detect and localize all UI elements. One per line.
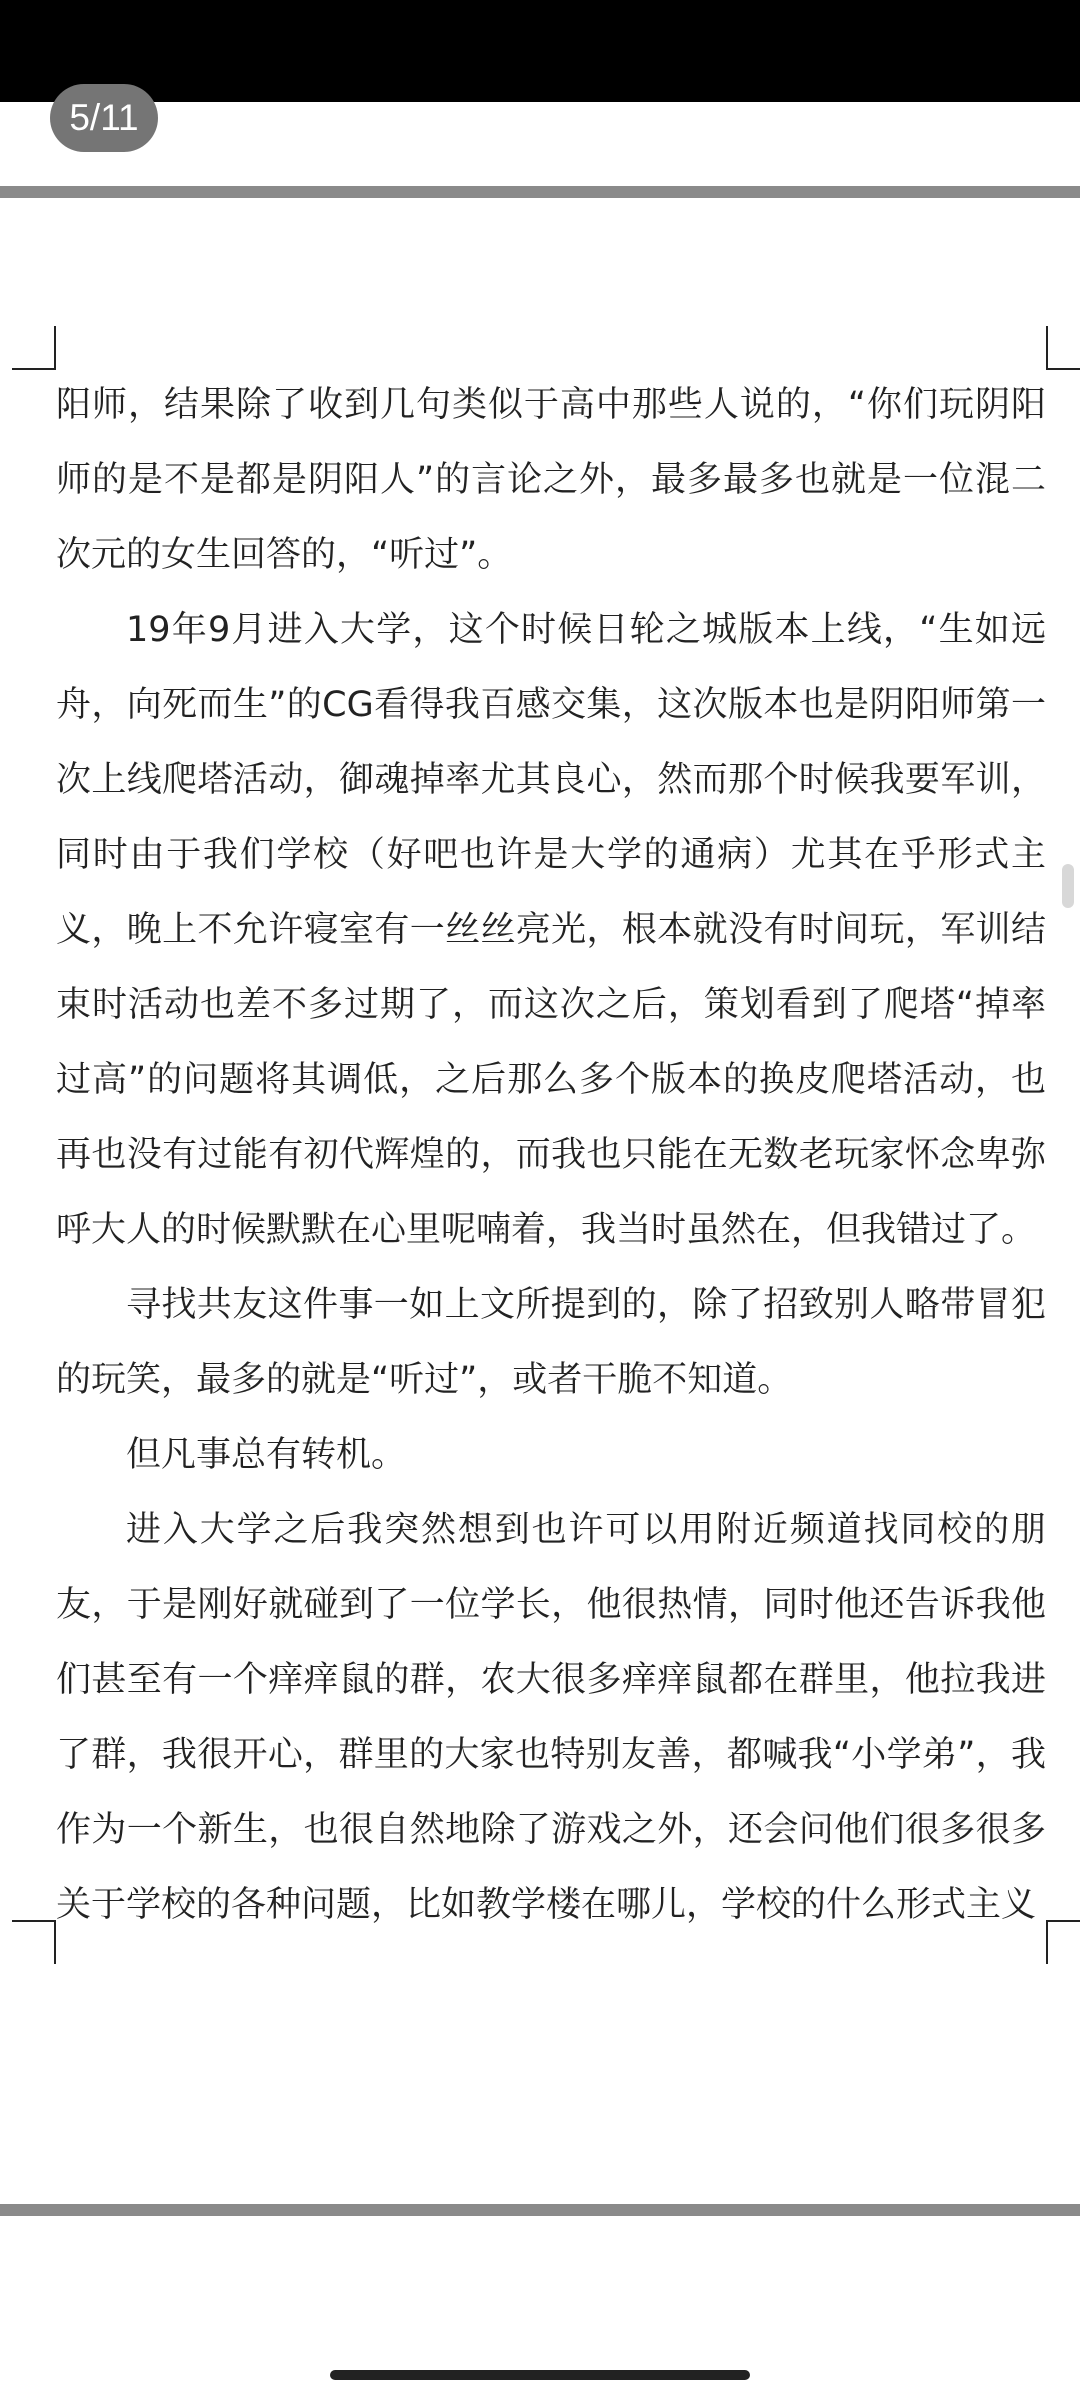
paragraph-1: 阳师，结果除了收到几句类似于高中那些人说的，“你们玩阴阳师的是不是都是阴阳人”的言论之外，最多最多也就是一位混二次元的女生回答的，“听过”。: [56, 385, 1046, 575]
page-divider-top: [0, 186, 1080, 198]
paragraph-5: 进入大学之后我突然想到也许可以用附近频道找同校的朋友，于是刚好就碰到了一位学长，他很热情，同时他还告诉我他们甚至有一个痒痒鼠的群，农大很多痒痒鼠都在群里，他拉我进了群，我很开心，群里的大家也特别友善，都喊我“小学弟”，我作为一个新生，也很自然地除了游戏之外，还会问他们很多很多关于学校的各种问题，比如教学楼在哪儿，学校的什么形式主义: [56, 1510, 1046, 1925]
crop-mark-bottom-right: [1046, 1920, 1080, 1964]
page-indicator: 5/11: [50, 84, 158, 152]
document-body: [56, 368, 1046, 1943]
crop-mark-top-left: [12, 326, 56, 370]
paragraph-3: 寻找共友这件事一如上文所提到的，除了招致别人略带冒犯的玩笑，最多的就是“听过”，或者干脆不知道。: [56, 1285, 1046, 1400]
scrollbar-thumb[interactable]: [1062, 864, 1074, 908]
home-indicator[interactable]: [330, 2370, 750, 2380]
status-bar: [0, 0, 1080, 102]
paragraph-2: 19年9月进入大学，这个时候日轮之城版本上线，“生如远舟，向死而生”的CG看得我百感交集，这次版本也是阴阳师第一次上线爬塔活动，御魂掉率尤其良心，然而那个时候我要军训，同时由于我们学校（好吧也许是大学的通病）尤其在乎形式主义，晚上不允许寝室有一丝丝亮光，根本就没有时间玩，军训结束时活动也差不多过期了，而这次之后，策划看到了爬塔“掉率过高”的问题将其调低，之后那么多个版本的换皮爬塔活动，也再也没有过能有初代辉煌的，而我也只能在无数老玩家怀念卑弥呼大人的时候默默在心里呢喃着，我当时虽然在，但我错过了。: [56, 610, 1046, 1250]
crop-mark-bottom-left: [12, 1920, 56, 1964]
paragraph-4: 但凡事总有转机。: [126, 1435, 407, 1475]
crop-mark-top-right: [1046, 326, 1080, 370]
page-divider-bottom: [0, 2204, 1080, 2216]
